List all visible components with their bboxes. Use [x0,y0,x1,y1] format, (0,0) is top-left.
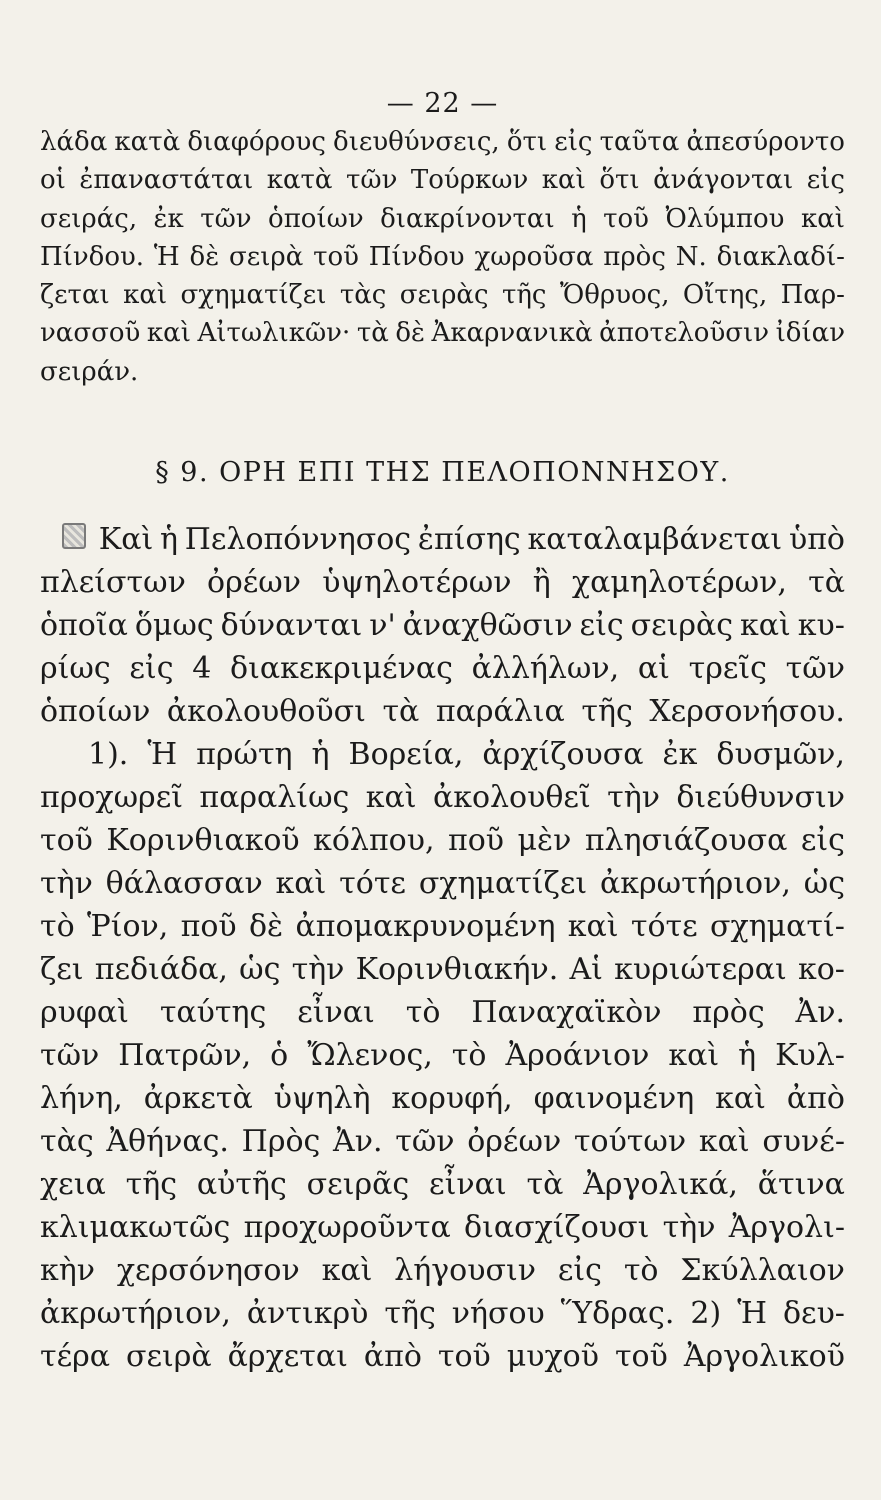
text-line: τὸ Ῥίον, ποῦ δὲ ἀπομακρυνομένη καὶ τότε σχηματί- [40,909,845,945]
text-line: τοῦ Κορινθιακοῦ κόλπου, ποῦ μὲν πλησιάζουσα εἰς [40,823,845,859]
paragraph-one [40,127,845,395]
text-line: χεια τῆς αὐτῆς σειρᾶς εἶναι τὰ Ἀργολικά, ἅτινα [40,1167,845,1203]
text-line: Καὶ ἡ Πελοπόννησος ἐπίσης καταλαμβάνεται ὑπὸ [40,522,845,565]
text-line: ρυφαὶ ταύτης εἶναι τὸ Παναχαϊκὸν πρὸς Ἀν. [40,995,845,1031]
text-line: κλιμακωτῶς προχωροῦντα διασχίζουσι τὴν Ἀργολι- [40,1210,845,1246]
text-line: νασσοῦ καὶ Αἰτωλικῶν· τὰ δὲ Ἀκαρνανικὰ ἀποτελοῦσιν ἰδίαν [40,318,845,349]
text-line: τὴν θάλασσαν καὶ τότε σχηματίζει ἀκρωτήριον, ὡς [40,866,845,902]
text-line: ὁποῖα ὅμως δύνανται ν' ἀναχθῶσιν εἰς σειρὰς καὶ κυ- [40,608,845,644]
text-line: λάδα κατὰ διαφόρους διευθύνσεις, ὅτι εἰς ταῦτα ἀπεσύροντο [40,127,845,157]
text-line: ρίως εἰς 4 διακεκριμένας ἀλλήλων, αἱ τρεῖς τῶν [40,651,845,687]
text-line: τέρα σειρὰ ἄρχεται ἀπὸ τοῦ μυχοῦ τοῦ Ἀργολικοῦ [40,1339,845,1375]
page-number: — 22 — [386,88,499,119]
text-line: ζεται καὶ σχηματίζει τὰς σειρὰς τῆς Ὄθρυος, Οἴτης, Παρ- [40,280,845,311]
text-line: λήνη, ἀρκετὰ ὑψηλὴ κορυφή, φαινομένη καὶ ἀπὸ [40,1081,845,1117]
text-line: σειράν. [40,356,139,387]
text-line: πλείστων ὀρέων ὑψηλοτέρων ἢ χαμηλοτέρων, τὰ [40,565,845,601]
text-line: τὰς Ἀθήνας. Πρὸς Ἀν. τῶν ὀρέων τούτων καὶ συνέ- [40,1124,845,1160]
decorative-initial-icon [62,523,86,549]
text-line: σειράς, ἐκ τῶν ὁποίων διακρίνονται ἡ τοῦ Ὀλύμπου καὶ [40,203,845,234]
paragraph-two [40,522,845,1382]
text-line: κὴν χερσόνησον καὶ λήγουσιν εἰς τὸ Σκύλλαιον [40,1253,845,1289]
section-heading: § 9. ΟΡΗ ΕΠΙ ΤΗΣ ΠΕΛΟΠΟΝΝΗΣΟΥ. [155,457,730,489]
text-line: προχωρεῖ παραλίως καὶ ἀκολουθεῖ τὴν διεύθυνσιν [40,780,845,816]
text-line: 1). Ἡ πρώτη ἡ Βορεία, ἀρχίζουσα ἐκ δυσμῶν, [88,737,845,773]
text-line: Πίνδου. Ἡ δὲ σειρὰ τοῦ Πίνδου χωροῦσα πρὸς Ν. διακλαδί- [40,241,845,272]
text-line: ἀκρωτήριον, ἀντικρὺ τῆς νήσου Ὕδρας. 2) Ἡ δευ- [40,1296,845,1332]
text-line: τῶν Πατρῶν, ὁ Ὤλενος, τὸ Ἀροάνιον καὶ ἡ Κυλ- [40,1038,845,1074]
text-line: ὁποίων ἀκολουθοῦσι τὰ παράλια τῆς Χερσονήσου. [40,694,845,730]
text-line: οἱ ἐπαναστάται κατὰ τῶν Τούρκων καὶ ὅτι ἀνάγονται εἰς [40,165,845,196]
text-line: ζει πεδιάδα, ὡς τὴν Κορινθιακήν. Αἱ κυριώτεραι κο- [40,952,845,988]
